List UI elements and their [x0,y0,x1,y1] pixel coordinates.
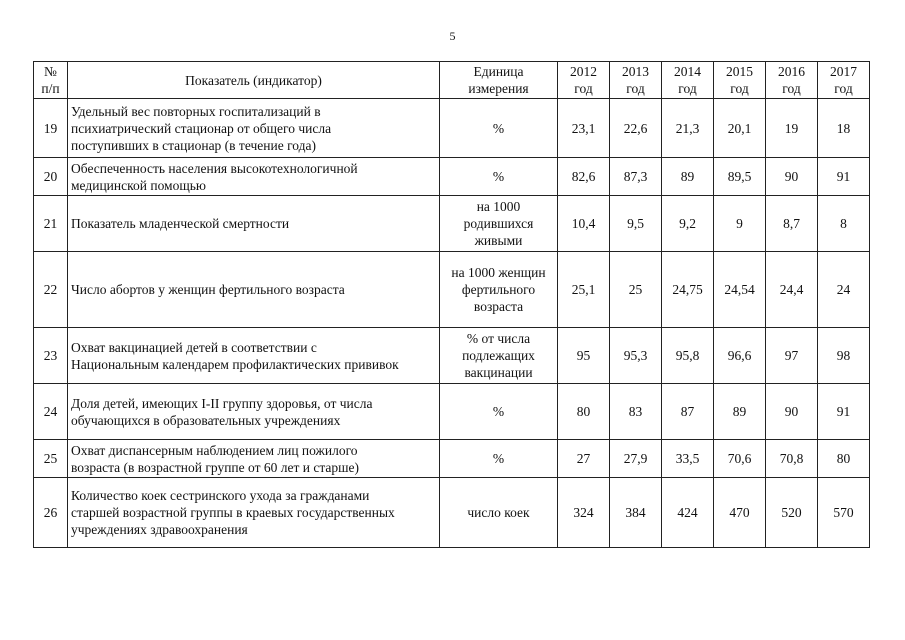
year-value: 95,3 [610,328,662,384]
year-value: 9,5 [610,196,662,252]
indicator-name-line: возраста (в возрастной группе от 60 лет и старше) [71,459,360,475]
indicator-name-line: Национальным календарем профилактических прививок [71,356,399,372]
header-year [558,62,610,99]
year-value: 33,5 [662,440,714,478]
header-year-number: 2012 [570,64,597,79]
year-value: 9 [714,196,766,252]
year-value: 24,54 [714,252,766,328]
table-row [34,158,870,196]
year-value: 424 [662,478,714,548]
year-value: 22,6 [610,99,662,158]
indicator-name-line: Обеспеченность населения высокотехнологичной [71,160,358,176]
year-value: 24 [818,252,870,328]
indicators-table [33,61,870,548]
unit-of-measure [440,252,558,328]
header-year-number: 2014 [674,64,701,79]
row-number: 24 [34,384,68,440]
row-number: 25 [34,440,68,478]
year-value: 87 [662,384,714,440]
year-value: 23,1 [558,99,610,158]
unit-line: живыми [474,233,523,248]
indicator-name [68,99,440,158]
indicator-name-line: учреждениях здравоохранения [71,522,248,537]
year-value: 24,4 [766,252,818,328]
header-year-suffix: год [574,81,593,96]
year-value: 384 [610,478,662,548]
year-value: 91 [818,158,870,196]
header-year [662,62,714,99]
table-row [34,384,870,440]
unit-line: подлежащих [462,348,535,363]
unit-line: фертильного [461,282,536,297]
table-row [34,99,870,158]
table-body [34,99,870,548]
header-year [610,62,662,99]
page-number: 5 [449,29,456,43]
year-value: 21,3 [662,99,714,158]
table-row [34,440,870,478]
table-row [34,196,870,252]
indicator-name-line: Удельный вес повторных госпитализаций в [71,103,321,119]
year-value: 10,4 [558,196,610,252]
row-number: 21 [34,196,68,252]
year-value: 24,75 [662,252,714,328]
indicator-name-line: Доля детей, имеющих I-II группу здоровья, от числа [71,395,373,411]
year-value: 8 [818,196,870,252]
year-value: 27,9 [610,440,662,478]
header-indicator: Показатель (индикатор) [68,62,440,99]
unit-line: вакцинации [464,365,533,380]
table-row [34,478,870,548]
year-value: 570 [818,478,870,548]
unit-of-measure [440,158,558,196]
header-unit-line: Единица [473,64,524,79]
year-value: 89 [714,384,766,440]
year-value: 91 [818,384,870,440]
indicator-name-line: обучающихся в образовательных учреждениях [71,412,341,428]
unit-of-measure [440,328,558,384]
header-year-number: 2013 [622,64,649,79]
year-value: 90 [766,158,818,196]
indicator-name-line: старшей возрастной группы в краевых государственных [71,505,395,520]
unit-line: % [492,169,505,184]
table-row [34,328,870,384]
row-number: 19 [34,99,68,158]
year-value: 9,2 [662,196,714,252]
indicator-name [68,196,440,252]
year-value: 97 [766,328,818,384]
indicator-name [68,478,440,548]
header-num-line: п/п [41,81,60,96]
year-value: 87,3 [610,158,662,196]
row-number: 22 [34,252,68,328]
indicator-name [68,328,440,384]
header-year-number: 2017 [830,64,857,79]
year-value: 520 [766,478,818,548]
row-number: 26 [34,478,68,548]
unit-of-measure [440,440,558,478]
header-row [34,62,870,99]
year-value: 83 [610,384,662,440]
header-year-suffix: год [834,81,853,96]
unit-line: на 1000 женщин [451,265,546,280]
year-value: 89 [662,158,714,196]
year-value: 80 [558,384,610,440]
indicator-name [68,384,440,440]
header-unit [440,62,558,99]
header-unit-line: измерения [468,81,529,96]
year-value: 90 [766,384,818,440]
unit-line: % [492,120,505,136]
indicator-name-line: медицинской помощью [71,177,206,193]
header-year-suffix: год [678,81,697,96]
year-value: 18 [818,99,870,158]
indicator-name-line: психиатрический стационар от общего числа [71,120,332,136]
year-value: 80 [818,440,870,478]
year-value: 95,8 [662,328,714,384]
year-value: 25 [610,252,662,328]
unit-line: % от числа [466,331,531,346]
unit-line: возраста [473,299,524,314]
year-value: 96,6 [714,328,766,384]
unit-line: родившихся [463,216,534,231]
unit-of-measure [440,196,558,252]
year-value: 27 [558,440,610,478]
indicator-name [68,158,440,196]
year-value: 8,7 [766,196,818,252]
header-year-number: 2015 [726,64,753,79]
row-number: 23 [34,328,68,384]
unit-of-measure [440,478,558,548]
year-value: 324 [558,478,610,548]
unit-line: число коек [467,505,530,520]
year-value: 70,6 [714,440,766,478]
indicator-name-line: Охват вакцинацией детей в соответствии с [71,339,317,355]
header-num-line: № [44,64,57,79]
unit-line: % [492,404,505,419]
indicator-name [68,440,440,478]
header-year-suffix: год [730,81,749,96]
indicator-name-line: Показатель младенческой смертности [71,216,290,231]
indicator-name-line: Охват диспансерным наблюдением лиц пожилого [71,442,358,458]
header-year [714,62,766,99]
year-value: 89,5 [714,158,766,196]
header-year [818,62,870,99]
header-year-number: 2016 [778,64,805,79]
year-value: 98 [818,328,870,384]
header-year-suffix: год [782,81,801,96]
year-value: 70,8 [766,440,818,478]
year-value: 25,1 [558,252,610,328]
row-number: 20 [34,158,68,196]
unit-line: на 1000 [476,199,521,214]
indicator-name-line: Количество коек сестринского ухода за гражданами [71,488,370,503]
indicator-name-line: поступивших в стационар (в течение года) [71,137,316,153]
unit-of-measure [440,99,558,158]
unit-line: % [492,451,505,466]
year-value: 82,6 [558,158,610,196]
year-value: 19 [766,99,818,158]
header-year [766,62,818,99]
indicator-name-line: Число абортов у женщин фертильного возраста [71,282,345,297]
header-year-suffix: год [626,81,645,96]
header-num [34,62,68,99]
table-row [34,252,870,328]
unit-of-measure [440,384,558,440]
year-value: 95 [558,328,610,384]
year-value: 20,1 [714,99,766,158]
indicator-name [68,252,440,328]
year-value: 470 [714,478,766,548]
